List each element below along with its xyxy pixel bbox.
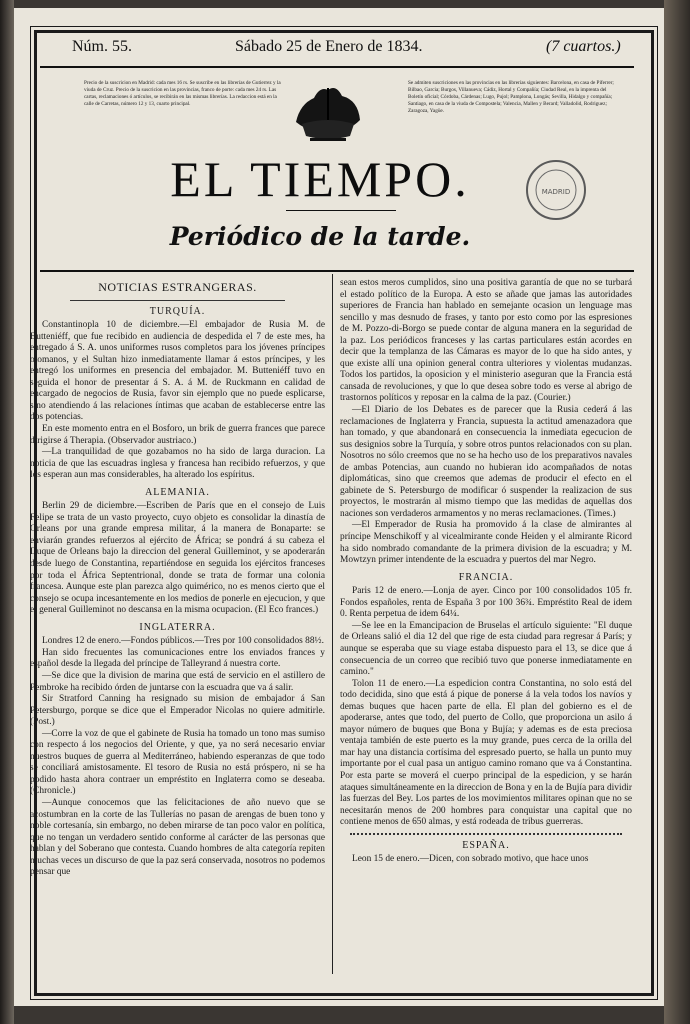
library-stamp-icon [524,158,588,222]
article-paragraph: —La tranquilidad de que gozabamos no ha sido de larga duracion. La noticia de que las escuadras inglesa y francesa han recibido refuerzos, y que los esperan aun mas considerables, ha alterado los espíritus. [30,447,325,481]
article-paragraph: —Aunque conocemos que las felicitaciones de año nuevo que se acostumbran en la corte de las Tullerías no pasan de arengas de buen tono y noble cortesanía, sin embargo, no deben mirarse de tan poco valor en política, que no tengan un verdadero sentido conforme al carácter de las personas que hablan y del Soberano que contesta. Cuando hombres de alta categoría repiten muchas veces un discurso de que la paz será conservada, nosotros no podemos pensar que [30,797,325,878]
heading-turquia: TURQUÍA. [149,305,206,317]
article-paragraph: Paris 12 de enero.—Lonja de ayer. Cinco por 100 consolidados 105 fr. Fondos españoles, renta de España 3 por 100 36¾. Empréstito Real de idem 0. Renta perpetua de idem 64¼. [340,586,632,620]
issue-number: Núm. 55. [72,38,132,55]
page-left-shadow [0,0,14,1024]
svg-text:MADRID: MADRID [541,188,571,196]
article-paragraph: —Se dice que la division de marina que está de servicio en el astillero de Pembroke ha recibido órden de juntarse con la escuadra que va á salir. [30,670,325,693]
ship-emblem-icon [290,80,366,148]
header-row [30,38,620,62]
article-paragraph: Sir Stratford Canning ha resignado su mision de embajador á San Petersburgo, porque se dice que el Emperador Nicolas no quiere admitirle. (Post.) [30,694,325,728]
header-rule [40,66,634,68]
article-paragraph: Tolon 11 de enero.—La espedicion contra Constantina, no solo está del todo decidida, sino que está á pique de ponerse á la vela todos los navíos y demas buques que hacen parte de ella. El plan del gobierno es el de apoderarse, antes que todo, del puerto de Collo, que proporciona un asilo á mayor número de buques que Bona y Bujía; y ademas es de esta preciosa ventaja también de este puerto es la muy grande, pues cerca de la orilla del mar hay una distancia cortísima del espresado puerto, se halla un punto muy importante por el cual pasa un antiguo camino romano que va á Constantina. Por esta parte se moverá el cuerpo principal de la espedicion, y se harán ataques simultáneamente en la direccion de Bona y en la de Bujía para dividir las fuerzas del Bey. Los partes de los movimientos militares opinan que no se necesitarán menos de 200 hombres para conquistar una capital que no contiene menos de 650 almas, y está rodeada de tribus guerreras. [340,678,632,828]
subscription-note-right: Se admiten suscriciones en las provincias en las librerías siguientes: Barcelona, en casa de Piferrer; Bilbao, Garcia; Burgos, Villanueva; Cádiz, Hortal y Compañía; Ciudad Real, en la imprenta del Boletín oficial; Córdoba, Cárdenas; Lugo, Pujol; Pamplona, Longás; Sevilla, Hidalgo y compañía; Santiago, en casa de la viuda de Compostela; Valencia, Mallen y Berard; Valladolid, Rodriguez; Zaragoza, Yagüe. [408,80,614,114]
heading-alemania: ALEMANIA. [145,486,210,498]
book-spine [664,0,690,1024]
article-paragraph: Han sido frecuentes las comunicaciones entre los enviados frances y español desde la llegada del príncipe de Talleyrand á nuestra corte. [30,647,325,670]
issue-price: (7 cuartos.) [546,38,621,55]
divider [350,833,622,835]
issue-date: Sábado 25 de Enero de 1834. [235,38,423,55]
section-heading-foreign-news: NOTICIAS ESTRANGERAS. [98,280,257,294]
article-paragraph: —El Diario de los Debates es de parecer que la Rusia cederá á las reclamaciones de Inglaterra y Francia, supuesta la actitud amenazadora que han tomado, y que abandonará en consecuencia la inmediata egecucion de sus designios sobre la Turquía, y sobre otros puntos relacionados con su plan. Nosotros no sólo creemos que no se ha hecho uso de los preparativos navales de ambas Potencias, aun cuando no hubieran ido acompañados de notas diplomáticas, sino que creemos que ademas de producir el efecto en el gabinete de S. Petersburgo de modificar ó suspender la realizacion de sus proyectos, le mostrarán al mismo tiempo que las medidas de aquellas dos naciones son verdaderos armamentos y no meras reclamaciones. (Times.) [340,405,632,519]
masthead-title: EL TIEMPO. [170,151,470,207]
article-paragraph: —Corre la voz de que el gabinete de Rusia ha tomado un tono mas sumiso con respecto á los negocios del Oriente, y que, ya no será necesario enviar nuestros buques de guerra al Mediterráneo, habiendo esperanzas de que todo se conciliará amistosamente. El tesoro de Rusia no está próspero, ni se ha podido hasta ahora contraer un empréstito en Inglaterra como se deseaba. (Chronicle.) [30,728,325,797]
article-paragraph: Londres 12 de enero.—Fondos públicos.—Tres por 100 consolidados 88½. [42,636,324,647]
column-left [30,278,325,879]
article-paragraph: Berlin 29 de diciembre.—Escriben de París que en el consejo de Luis Felipe se trata de un vasto proyecto, cuyo objeto es consolidar la dinastía de Orleans por una grande empresa militar, á la manera de Bonaparte: se enviarán grandes refuerzos al ejército de África; se pondrá á su cabeza el Duque de Orleans bajo la direccion del general Guilleminot, y se apoderarán desde luego de Constantina, repartiéndose en seguida los ejércitos franceses por toda el África Septentrional, donde se trata de formar una colonia francesa. Aunque este plan parezca algo quimérico, no es menos cierto que el consejo se ocupa incesantemente en los medios de ponerle en ejecucion, y que el general Guilleminot no descansa en la misma ocupacion. (El Eco frances.) [30,501,325,616]
article-paragraph: Leon 15 de enero.—Dicen, con sobrado motivo, que hace unos [352,854,589,865]
article-paragraph: —Se lee en la Emancipacion de Bruselas el artículo siguiente: "El duque de Orleans salió el dia 12 del que rige de esta ciudad para regresar á París; y aunque se esperaba que su viage estaba dispuesto para el 13, se dice que á consecuencia de un correo que recibió tuvo que ponerse inmediatamente en camino." [340,620,632,678]
masthead-subtitle: Periódico de la tarde. [169,222,471,251]
masthead-rule [286,210,396,211]
article-paragraph: En este momento entra en el Bosforo, un brik de guerra frances que parece dirigirse á Therapia. (Observador austriaco.) [30,424,325,446]
heading-inglaterra: INGLATERRA. [139,621,216,633]
heading-francia: FRANCIA. [458,571,514,583]
divider [70,300,285,301]
column-right [340,278,632,866]
heading-espana: ESPAÑA. [462,839,510,851]
masthead-bottom-rule [40,270,634,272]
article-paragraph: Constantinopla 10 de diciembre.—El embajador de Rusia M. de Butteniéff, que fue recibido en audiencia de despedida el 7 de este mes, ha entregado á S. A. unos uniformes rusos completos para los jóvenes príncipes otomanos, y el Sultan hizo inmediatamente llamar á estos príncipes, y les entregó los uniformes en presencia del embajador. M. Butteniéff tuvo en seguida el honor de presentar á S. A. á M. de Ruckmann en calidad de encargado de negocios de Rusia, favor sin ejemplo que no puede esplicarse, sino atendiendo á las relaciones íntimas que acaban de establecerse entre las dos potencias. [30,320,325,423]
subscription-note-left: Precio de la suscricion en Madrid: cada mes 16 rs. Se suscribe en las librerías de Gutierrez y la viuda de Cruz. Precio de la suscricion en las provincias, franco de porte: cada mes 24 rs. Las cartas, reclamaciones ó artículos, se recibirán en las mismas librerías. La redaccion está en la calle de Carretas, número 12 y 13, cuarto principal. [84,80,281,107]
column-divider [332,274,333,974]
article-paragraph: —El Emperador de Rusia ha promovido á la clase de almirantes al príncipe Menschikoff y al vicealmirante conde Heiden y el almirante Ricord ha sido nombrado comandante de la primera division de la escuadra; y M. Mowtzyn primer intendente de la escuadra y puertos del mar Negro. [340,520,632,566]
article-paragraph: sean estos meros cumplidos, sino una positiva garantía de que no se turbará el estado político de la Europa. A esto se añade que jamas las autoridades superiores de Francia han hablado en semejante ocasion un lenguage mas sencillo y mas desnudo de frases, y tanto por esto como por las espresiones de M. Pozzo-di-Borgo se puede contar de alguna manera en la seguridad de la paz. Los periódicos franceses y las cartas particulares están acordes en decir que la templanza de las Cámaras es mayor de lo que ha sido antes, y que existe allí una opinion general contra ulteriores y violentas mudanzas. Todos los partidos, la oposicion y el ministerio aseguran que la Francia está cansada de revoluciones, y que lo que desea sobre todo es verse al abrigo de trastornos políticos y reposar en la calma de la paz. (Courier.) [340,278,632,404]
